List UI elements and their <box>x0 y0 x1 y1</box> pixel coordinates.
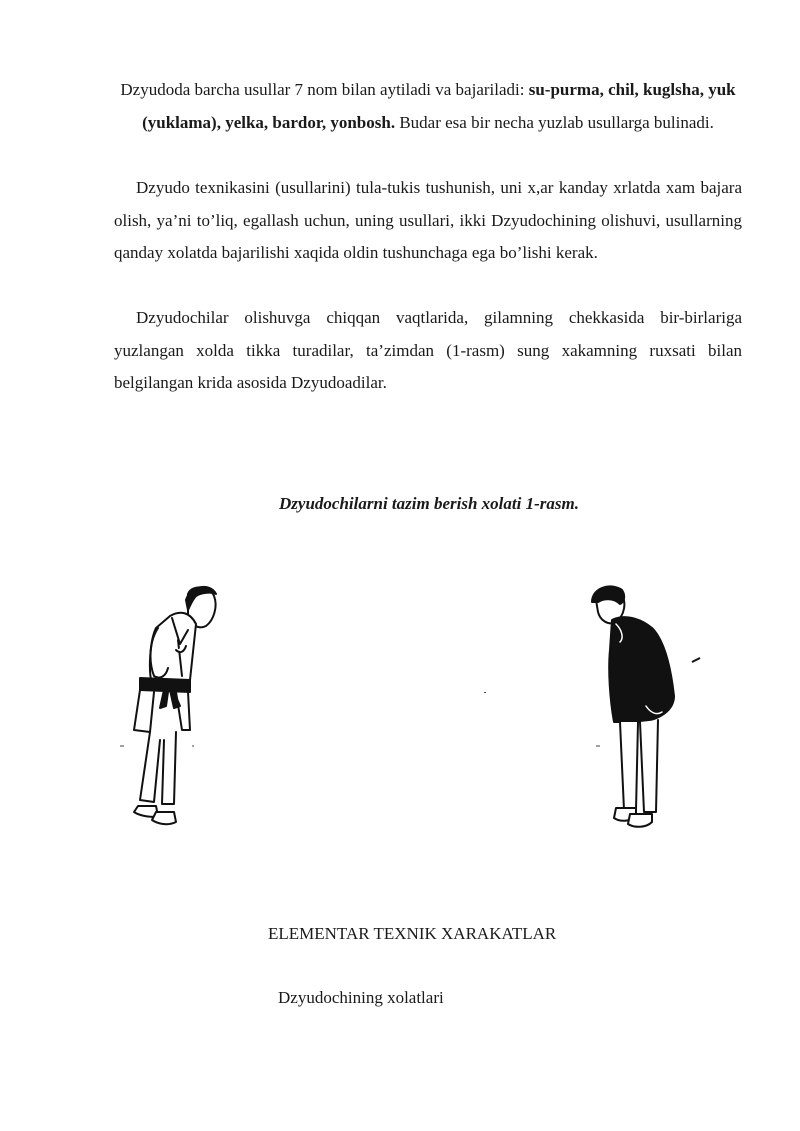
paragraph-2: Dzyudo texnikasini (usullarini) tula-tukis tushunish, uni x,ar kanday xrlatda xam bajara olish, ya’ni to’liq, egallash uchun, uning usullari, ikki Dzyudochining olishuvi, usullarning qanday xolatda bajarilishi xaqida oldin tushunchaga ega bo’lishi kerak. <box>114 178 742 262</box>
intro-text-post: Budar esa bir necha yuzlab usullarga bulinadi. <box>395 112 714 132</box>
judoka-white-gi-illustration <box>110 580 230 840</box>
section-heading: ELEMENTAR TEXNIK XARAKATLAR <box>268 924 557 943</box>
scan-speck <box>484 692 486 693</box>
subsection-heading: Dzyudochining xolatlari <box>278 988 444 1007</box>
intro-paragraph <box>114 74 742 139</box>
figure-caption: Dzyudochilarni tazim berish xolati 1-rasm. <box>279 494 579 513</box>
intro-technique-names: su-purma, chil, kuglsha, yuk (yuklama), yelka, bardor, yonbosh. <box>142 80 736 132</box>
intro-text-pre: Dzyudoda barcha usullar 7 nom bilan aytiladi va bajariladi: <box>120 80 529 99</box>
paragraph-3: Dzyudochilar olishuvga chiqqan vaqtlarida, gilamning chekkasida bir-birlariga yuzlangan xolda tikka turadilar, ta’zimdan (1-rasm) sung xakamning ruxsati bilan belgilangan krida asosida Dzyudoadilar. <box>114 308 742 392</box>
judoka-dark-gi-illustration <box>580 580 710 840</box>
